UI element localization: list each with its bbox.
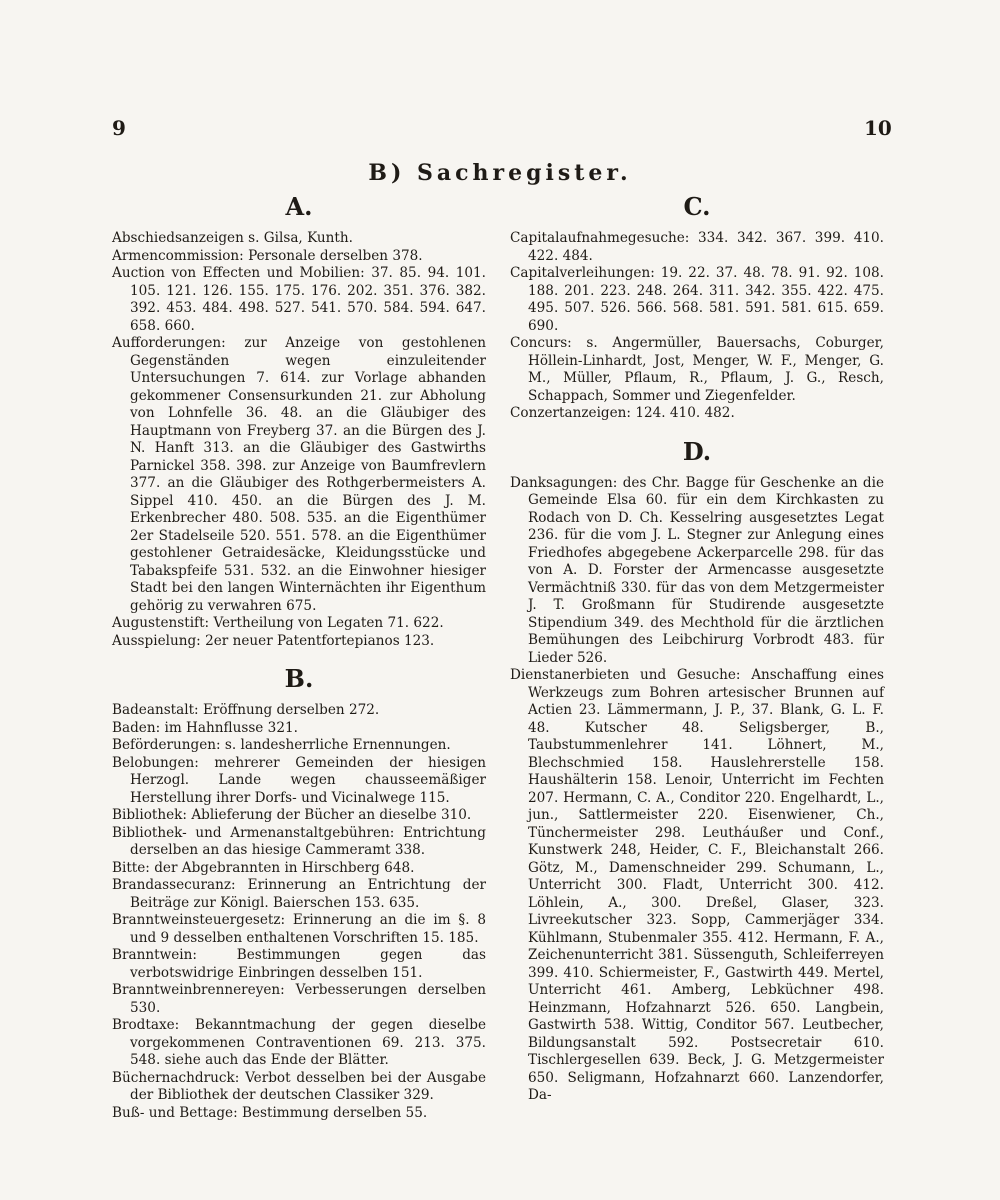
index-entry: Brodtaxe: Bekanntmachung der gegen dieselbe vorgekommenen Contraventionen 69. 213. 375. 548. siehe auch das Ende der Blätter. <box>112 1017 486 1068</box>
index-entry: Augustenstift: Vertheilung von Legaten 71. 622. <box>112 615 444 631</box>
index-entry: Belobungen: mehrerer Gemeinden der hiesigen Herzogl. Lande wegen chausseemäßiger Herstellung ihrer Dorfs- und Vicinalwege 115. <box>112 754 486 806</box>
index-entry: Baden: im Hahnflusse 321. <box>112 719 298 736</box>
index-entry: Danksagungen: des Chr. Bagge für Geschenke an die Gemeinde Elsa 60. für ein dem Kirchkasten zu Rodach von D. Ch. Kesselring ausgesetztes Legat 236. für die vom J. L. Stegner zur Anlegung eines Friedhofes abgegebene Ackerparcelle 298. für das von A. D. Forster der Armencasse ausgesetzte Vermächtniß 330. für das von dem Metzgermeister J. T. Großmann für Studirende ausgesetzte Stipendium 349. des Mechthold für die ärztlichen Bemühungen des Leibchirurg Vorbrodt 483. für Lieder 526. <box>510 474 884 666</box>
index-entry: Branntweinbrennereyen: Verbesserungen derselben 530. <box>112 982 486 1016</box>
index-entry: Dienstanerbieten und Gesuche: Anschaffung eines Werkzeugs zum Bohren artesischer Brunnen auf Actien 23. Lämmermann, J. P., 37. Blank, G. L. F. 48. Kutscher 48. Seligsberger, B., Taubstummenlehrer 141. Löhnert, M., Blechschmied 158. Hauslehrerstelle 158. Haushälterin 158. Lenoir, Unterricht im Fechten 207. Hermann, C. A., Conditor 220. Engelhardt, L., jun., Sattlermeister 220. Eisenwiener, Ch., Tünchermeister 298. Leutháußer und Conf., Kunstwerk 248, Heider, C. F., Bleichanstalt 266. Götz, M., Damenschneider 299. Schumann, L., Unterricht 300. Fladt, Unterricht 300. 412. Löhlein, A., 300. Dreßel, Glaser, 323. Livreekutscher 323. Sopp, Cammerjäger 334. Kühlmann, Stubenmaler 355. 412. Hermann, F. A., Zeichenunterricht 381. Süssenguth, Schleiferreyen 399. 410. Schiermeister, F., Gastwirth 449. Mertel, Unterricht 461. Amberg, Lebküchner 498. Heinzmann, Hofzahnarzt 526. 650. Langbein, Gastwirth 538. Wittig, Conditor 567. Leutbecher, Bildungsanstalt 592. Postsecretair 610. Tischlergesellen 639. Beck, J. G. Metzgermeister 650. Seligmann, Hofzahnarzt 660. Lanzendorfer, Da- <box>510 667 884 1103</box>
index-entry: Armencommission: Personale derselben 378. <box>112 247 423 264</box>
section-letter-b: B. <box>284 664 314 693</box>
section-letter-d: D. <box>682 436 712 466</box>
index-entry: Aufforderungen: zur Anzeige von gestohlenen Gegenständen wegen einzuleitender Untersuchungen 7. 614. zur Vorlage abhanden gekommener Consensurkunden 21. zur Abholung von Lohnfelle 36. 48. an die Gläubiger des Hauptmann von Freyberg 37. an die Bürgen des J. N. Hanft 313. an die Gläubiger des Gastwirths Parnickel 358. 398. zur Anzeige von Baumfrevlern 377. an die Gläubiger des Rothgerbermeisters A. Sippel 410. 450. an die Bürgen des J. M. Erkenbrecher 480. 508. 535. an die Eigenthümer 2er Stadelseile 520. 551. 578. an die Eigenthümer gestohlener Getraidesäcke, Kleidungsstücke und Tabakspfeife 531. 532. an die Einwohner hiesiger Stadt bei den langen Winternächten ihr Eigenthum gehörig zu verwahren 675. <box>112 335 486 614</box>
register-title: B) Sachregister. <box>368 160 632 186</box>
index-entry: Bibliothek- und Armenanstaltgebühren: Entrichtung derselben an das hiesige Cammeramt 338. <box>112 824 486 858</box>
page-number-right: 10 <box>864 116 892 140</box>
index-entry: Abschiedsanzeigen s. Gilsa, Kunth. <box>112 230 353 246</box>
index-entry: Concurs: s. Angermüller, Bauersachs, Coburger, Höllein-Linhardt, Jost, Menger, W. F., Menger, G. M., Müller, Pflaum, R., Pflaum, J. G., Resch, Schappach, Sommer und Ziegenfelder. <box>510 335 884 404</box>
index-entry: Beförderungen: s. landesherrliche Ernennungen. <box>112 737 451 753</box>
index-entry: Bitte: der Abgebrannten in Hirschberg 648. <box>112 859 415 876</box>
index-entry: Brandassecuranz: Erinnerung an Entrichtung der Beiträge zur Königl. Baierschen 153. 635. <box>112 877 486 911</box>
index-entry: Branntweinsteuergesetz: Erinnerung an die im §. 8 und 9 desselben enthaltenen Vorschriften 15. 185. <box>112 912 486 946</box>
left-column <box>112 188 486 1122</box>
page-number-left: 9 <box>112 116 126 140</box>
index-entry: Conzertanzeigen: 124. 410. 482. <box>510 405 735 421</box>
right-column <box>510 188 884 1105</box>
index-entry: Capitalverleihungen: 19. 22. 37. 48. 78. 91. 92. 108. 188. 201. 223. 248. 264. 311. 342. 355. 422. 475. 495. 507. 526. 566. 568. 581. 591. 581. 615. 659. 690. <box>510 265 884 334</box>
index-entry: Büchernachdruck: Verbot desselben bei der Ausgabe der Bibliothek der deutschen Classiker 329. <box>112 1069 486 1103</box>
index-entry: Bibliothek: Ablieferung der Bücher an dieselbe 310. <box>112 807 472 823</box>
section-letter-a: A. <box>285 192 313 221</box>
index-entry: Ausspielung: 2er neuer Patentfortepianos 123. <box>112 632 435 649</box>
section-letter-c: C. <box>683 192 711 221</box>
index-entry: Buß- und Bettage: Bestimmung derselben 55. <box>112 1104 428 1121</box>
index-entry: Capitalaufnahmegesuche: 334. 342. 367. 399. 410. 422. 484. <box>510 230 884 264</box>
index-entry: Branntwein: Bestimmungen gegen das verbotswidrige Einbringen desselben 151. <box>112 947 486 981</box>
index-entry: Auction von Effecten und Mobilien: 37. 85. 94. 101. 105. 121. 126. 155. 175. 176. 202. 351. 376. 382. 392. 453. 484. 498. 527. 541. 570. 584. 594. 647. 658. 660. <box>112 265 486 334</box>
index-entry: Badeanstalt: Eröffnung derselben 272. <box>112 702 380 718</box>
